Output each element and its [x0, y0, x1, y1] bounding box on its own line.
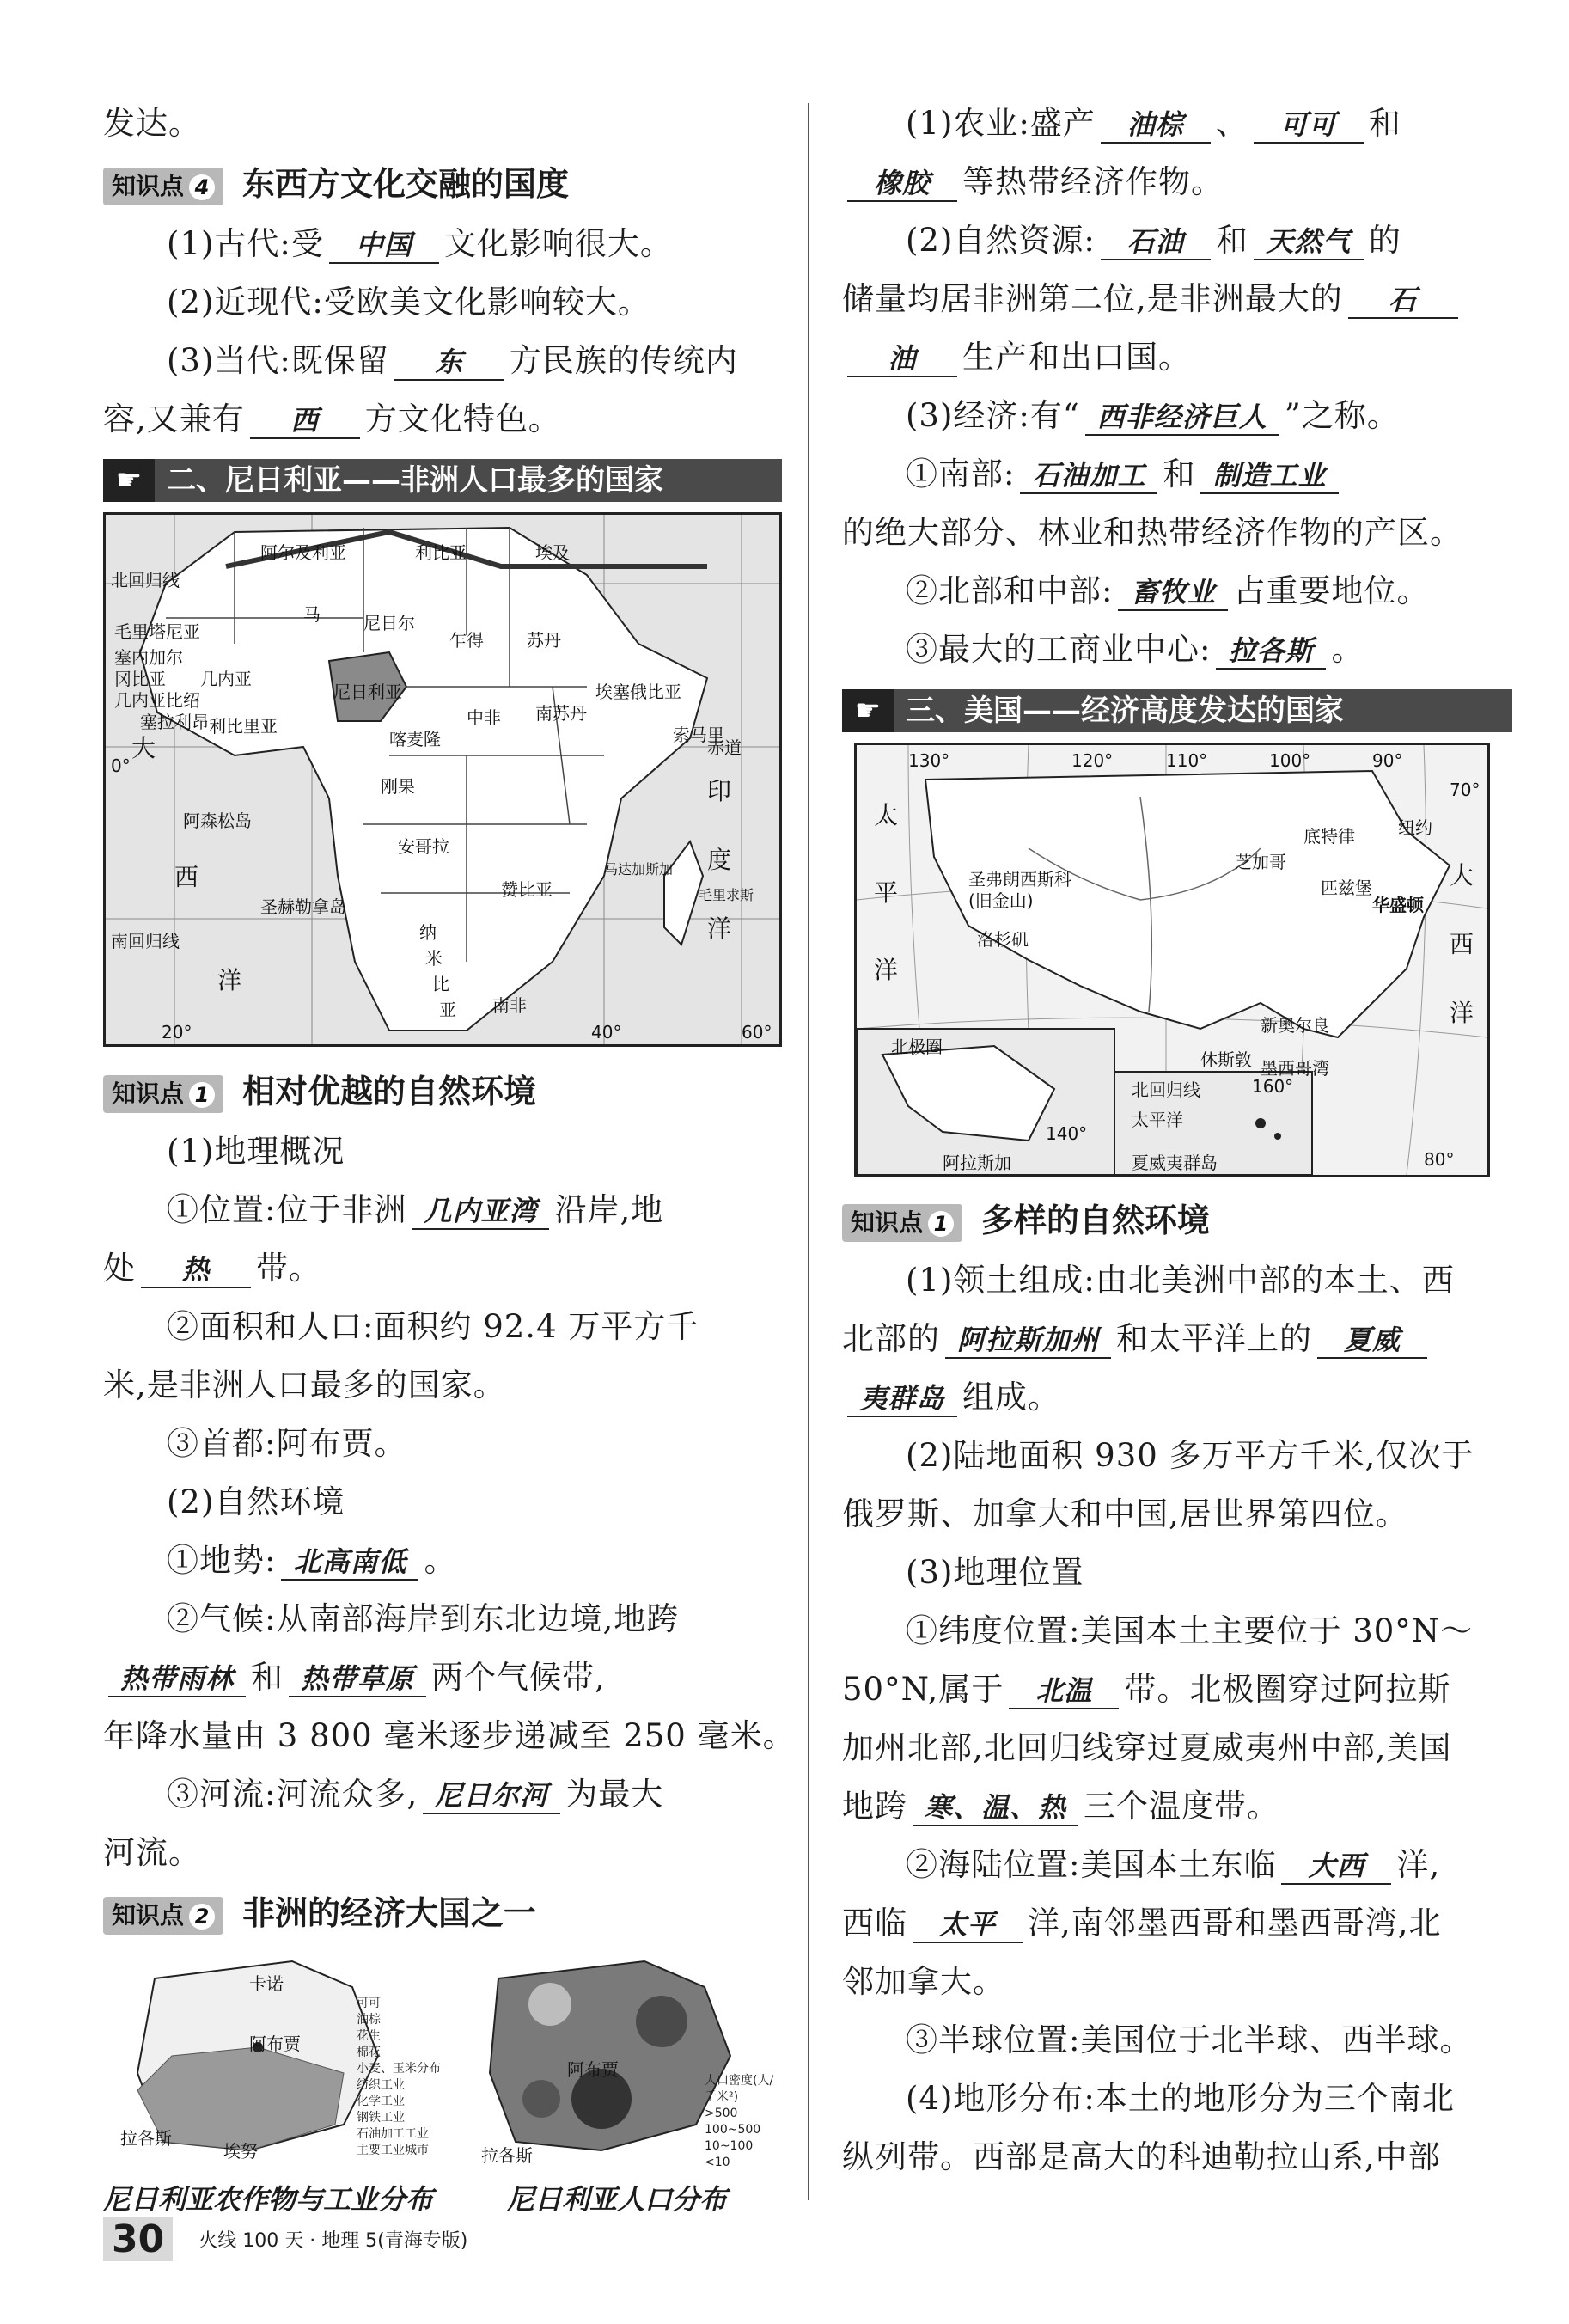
map-label: 纳 [419, 922, 437, 943]
text-line: 西临 太平 洋,南邻墨西哥和墨西哥湾,北 [842, 1905, 1442, 1942]
map-label: 100° [1269, 750, 1311, 771]
map-label: 休斯敦 [1200, 1049, 1252, 1070]
text-line: ②面积和人口:面积约 92.4 万平方千 [167, 1308, 699, 1345]
answer-blank: 北高南低 [281, 1544, 418, 1581]
answer-blank: 天然气 [1254, 224, 1364, 260]
answer-blank: 夏威 [1317, 1323, 1427, 1359]
map-label: 亚 [439, 1000, 456, 1020]
text-line: 米,是非洲人口最多的国家。 [103, 1367, 506, 1404]
answer-blank: 热 [141, 1252, 251, 1288]
map-label: 马 [303, 604, 321, 625]
text-line: 加州北部,北回归线穿过夏威夷州中部,美国 [842, 1729, 1452, 1766]
map-label: 冈比亚 [114, 669, 166, 689]
map-label: 120° [1071, 750, 1114, 771]
text-line: ①位置:位于非洲 几内亚湾 沿岸,地 [167, 1191, 664, 1228]
map-label: 卡诺 [249, 1973, 284, 1994]
nigeria-maps [103, 1944, 782, 2219]
map-label: 度 [707, 846, 732, 874]
text-line: 俄罗斯、加拿大和中国,居世界第四位。 [842, 1495, 1408, 1532]
text-line: 处 热 带。 [103, 1250, 321, 1287]
text-line: 热带雨林 和 热带草原 两个气候带, [103, 1648, 782, 1707]
section-heading-usa: ☛ 三、美国——经济高度发达的国家 [842, 689, 1512, 732]
text-line: (2)近现代:受欧美文化影响较大。 [167, 284, 650, 321]
answer-blank: 热带雨林 [108, 1661, 246, 1697]
map-label: 尼日利亚 [333, 682, 402, 702]
knowledge-point-badge: 知识点 2 [103, 1897, 223, 1935]
map-label: 埃及 [535, 542, 570, 563]
map-label: 埃努 [223, 2141, 258, 2162]
map-label: 塞拉利昂 [140, 712, 209, 732]
answer-blank: 几内亚湾 [412, 1194, 549, 1230]
map-label: 70° [1450, 780, 1480, 800]
text-line: ②气候:从南部海岸到东北边境,地跨 [167, 1600, 680, 1637]
map-label: 比 [432, 974, 449, 994]
text-line: ③半球位置:美国位于北半球、西半球。 [906, 2021, 1473, 2058]
knowledge-point-1-heading: 知识点 1 相对优越的自然环境 [103, 1061, 782, 1122]
map-label: 安哥拉 [398, 836, 449, 857]
map-label: 圣弗朗西斯科 [968, 869, 1071, 890]
answer-blank: 油 [847, 341, 957, 377]
right-column [842, 95, 1512, 2186]
map-label: 太 [874, 801, 899, 829]
answer-blank: 夷群岛 [847, 1381, 957, 1417]
text-line: ①地势: 北高南低 。 [167, 1542, 457, 1579]
map-label: 洋 [1450, 999, 1474, 1027]
answer-blank: 石油 [1101, 224, 1211, 260]
text-line: ②北部和中部: 畜牧业 占重要地位。 [906, 572, 1430, 609]
text-line: ①纬度位置:美国本土主要位于 30°N～ [906, 1612, 1474, 1649]
answer-blank: 中国 [329, 228, 439, 264]
map-label: 南回归线 [111, 931, 180, 951]
map-label: 苏丹 [527, 630, 561, 651]
pointing-hand-icon: ☛ [103, 459, 155, 502]
map-label: 匹兹堡 [1321, 878, 1372, 898]
map-label: 北极圈 [891, 1037, 943, 1057]
section-heading-nigeria: ☛ 二、尼日利亚——非洲人口最多的国家 [103, 459, 782, 502]
africa-map [103, 512, 782, 1047]
usa-map [854, 743, 1490, 1177]
map-label: 纽约 [1398, 817, 1432, 838]
answer-blank: 石油加工 [1020, 458, 1157, 494]
map-label: 刚果 [381, 776, 415, 797]
text-line: (1)农业:盛产 油棕 、 可可 和 [906, 105, 1401, 142]
knowledge-point-badge: 知识点 1 [103, 1075, 223, 1113]
knowledge-point-2-heading: 知识点 2 非洲的经济大国之一 [103, 1882, 782, 1944]
text-line: (3)经济:有“ 西非经济巨人 ”之称。 [906, 397, 1400, 434]
crops-legend: 可可 油棕 花生 棉花 小麦、玉米分布 纺织工业 化学工业 钢铁工业 石油加工工业 主要工业城市 [357, 1997, 441, 2157]
map-label: 西 [174, 863, 199, 891]
text-line: 发达。 [103, 105, 201, 142]
answer-blank: 北温 [1009, 1673, 1119, 1709]
answer-blank: 太平 [913, 1907, 1023, 1943]
answer-blank: 可可 [1254, 107, 1364, 144]
text-line: 油 生产和出口国。 [842, 328, 1512, 387]
text-line: ①南部: 石油加工 和 制造工业 [842, 445, 1512, 504]
map-label: 北回归线 [111, 570, 180, 590]
text-line: 50°N,属于 北温 带。北极圈穿过阿拉斯 [842, 1671, 1451, 1708]
map-label: 160° [1252, 1076, 1294, 1097]
map-label: (旧金山) [968, 890, 1034, 911]
page-number: 30 [103, 2217, 173, 2261]
answer-blank: 尼日尔河 [423, 1778, 560, 1814]
map-label: 夏威夷群岛 [1132, 1153, 1218, 1173]
map-label: 尼日尔 [363, 613, 415, 633]
map-label: 阿布贾 [567, 2059, 619, 2080]
text-line: 年降水量由 3 800 毫米逐步递减至 250 毫米。 [103, 1717, 796, 1754]
map-label: 拉各斯 [481, 2145, 533, 2166]
map-label: 130° [908, 750, 950, 771]
map-label: 阿布贾 [249, 2034, 301, 2054]
map-label: 洋 [217, 966, 242, 994]
map-label: 乍得 [449, 630, 484, 651]
text-line: 的绝大部分、林业和热带经济作物的产区。 [842, 514, 1462, 551]
answer-blank: 制造工业 [1200, 458, 1338, 494]
map-label: 米 [425, 948, 443, 969]
map-label: 赤道 [707, 737, 742, 758]
map-label: 墨西哥湾 [1261, 1058, 1329, 1079]
map-label: 140° [1046, 1123, 1088, 1144]
map-label: 大 [1450, 861, 1474, 890]
text-line: 夷群岛 组成。 [842, 1368, 1512, 1427]
answer-blank: 橡胶 [847, 166, 957, 202]
map-label: 南非 [492, 995, 527, 1016]
text-line: 地跨 寒、温、热 三个温度带。 [842, 1788, 1280, 1825]
text-line: (2)自然资源: 石油 和 天然气 的 [906, 222, 1401, 259]
map-label: 洋 [707, 914, 732, 943]
map-label: 索马里 [673, 725, 724, 745]
text-line: 储量均居非洲第二位,是非洲最大的 石 [842, 270, 1512, 328]
map-label: 阿尔及利亚 [260, 542, 346, 563]
text-line: ③首都:阿布贾。 [167, 1425, 407, 1462]
map-label: 利比亚 [415, 542, 467, 563]
map-label: 拉各斯 [120, 2128, 172, 2149]
text-line: ③最大的工商业中心: 拉各斯 。 [906, 631, 1364, 668]
map-label: 80° [1424, 1149, 1455, 1170]
map-label: 南苏丹 [535, 703, 587, 724]
text-line: (1)地理概况 [167, 1133, 345, 1170]
answer-blank: 油棕 [1101, 107, 1211, 144]
text-line: 橡胶 等热带经济作物。 [842, 153, 1512, 211]
map-label: 90° [1372, 750, 1403, 771]
text-line: ③河流:河流众多, 尼日尔河 为最大 [167, 1776, 664, 1813]
population-legend: 人口密度(人/千米²) >500 100~500 10~100 <10 [705, 2074, 774, 2169]
text-line: (3)当代:既保留 东 方民族的传统内 [167, 342, 738, 379]
map-label: 华盛顿 [1372, 895, 1424, 915]
pointing-hand-icon: ☛ [842, 689, 894, 732]
map-label: 110° [1166, 750, 1208, 771]
text-line: 容,又兼有 西 方文化特色。 [103, 401, 561, 437]
answer-blank: 寒、温、热 [913, 1790, 1078, 1826]
map-label: 平 [874, 878, 899, 907]
text-line: (1)领土组成:由北美洲中部的本土、西 [906, 1262, 1455, 1299]
answer-blank: 西非经济巨人 [1085, 400, 1279, 436]
text-line: (4)地形分布:本土的地形分为三个南北 [906, 2080, 1455, 2117]
map-label: 毛里求斯 [699, 887, 754, 903]
text-line: 北部的 阿拉斯加州 和太平洋上的 夏威 [842, 1310, 1512, 1368]
left-column [103, 95, 796, 2219]
africa-map-drawing [106, 515, 779, 1044]
answer-blank: 拉各斯 [1216, 633, 1326, 670]
answer-blank: 石 [1348, 283, 1458, 319]
answer-blank: 热带草原 [289, 1661, 426, 1697]
map-label: 洛杉矶 [977, 929, 1029, 950]
text-line: 纵列带。西部是高大的科迪勒拉山系,中部 [842, 2138, 1441, 2175]
text-line: (2)自然环境 [167, 1483, 345, 1520]
map-label: 几内亚 [200, 669, 252, 689]
answer-blank: 阿拉斯加州 [945, 1323, 1111, 1359]
map-label: 新奥尔良 [1261, 1015, 1329, 1036]
map-label: 40° [591, 1022, 622, 1043]
knowledge-point-badge: 知识点 4 [103, 168, 223, 205]
map-label: 埃塞俄比亚 [595, 682, 681, 702]
map-label: 印 [707, 777, 732, 805]
text-line: ②海陆位置:美国本土东临 大西 洋, [906, 1846, 1441, 1883]
map-label: 太平洋 [1132, 1110, 1183, 1130]
map-label: 阿拉斯加 [943, 1153, 1011, 1173]
map-label: 北回归线 [1132, 1079, 1200, 1100]
map-label: 利比里亚 [209, 716, 278, 737]
answer-blank: 西 [250, 403, 360, 439]
answer-blank: 畜牧业 [1118, 575, 1228, 611]
knowledge-point-4-heading: 知识点 4 东西方文化交融的国度 [103, 153, 782, 215]
map-label: 西 [1450, 930, 1474, 958]
map-label: 洋 [874, 956, 899, 984]
answer-blank: 大西 [1281, 1849, 1391, 1885]
text-line: 邻加拿大。 [842, 1963, 1005, 2000]
map-caption: 尼日利亚人口分布 [507, 2183, 728, 2216]
text-line: (1)古代:受 中国 文化影响很大。 [167, 225, 673, 262]
text-line: (2)陆地面积 930 多万平方千米,仅次于 [906, 1437, 1474, 1474]
map-label: 毛里塔尼亚 [114, 621, 200, 642]
map-label: 大 [131, 734, 156, 762]
answer-blank: 东 [394, 345, 504, 381]
map-label: 赞比亚 [501, 879, 553, 900]
map-label: 塞内加尔 [114, 647, 183, 668]
map-label: 60° [742, 1022, 772, 1043]
knowledge-point-badge: 知识点 1 [842, 1204, 962, 1242]
map-label: 几内亚比绍 [114, 690, 200, 711]
column-divider [808, 103, 809, 2200]
text-line: (3)地理位置 [906, 1554, 1084, 1591]
map-label: 喀麦隆 [389, 729, 441, 749]
map-label: 马达加斯加 [604, 861, 674, 878]
page-footer [103, 2217, 467, 2261]
map-label: 0° [111, 755, 131, 776]
map-label: 20° [162, 1022, 192, 1043]
map-label: 阿森松岛 [183, 810, 252, 831]
knowledge-point-1-heading-usa: 知识点 1 多样的自然环境 [842, 1190, 1512, 1251]
map-label: 底特律 [1303, 826, 1355, 847]
footer-text: 火线 100 天 · 地理 5(青海专版) [198, 2230, 468, 2252]
map-label: 圣赫勒拿岛 [260, 896, 346, 917]
map-caption: 尼日利亚农作物与工业分布 [103, 2183, 434, 2216]
text-line: 河流。 [103, 1834, 201, 1871]
map-label: 中非 [467, 707, 501, 728]
map-label: 芝加哥 [1235, 852, 1286, 872]
